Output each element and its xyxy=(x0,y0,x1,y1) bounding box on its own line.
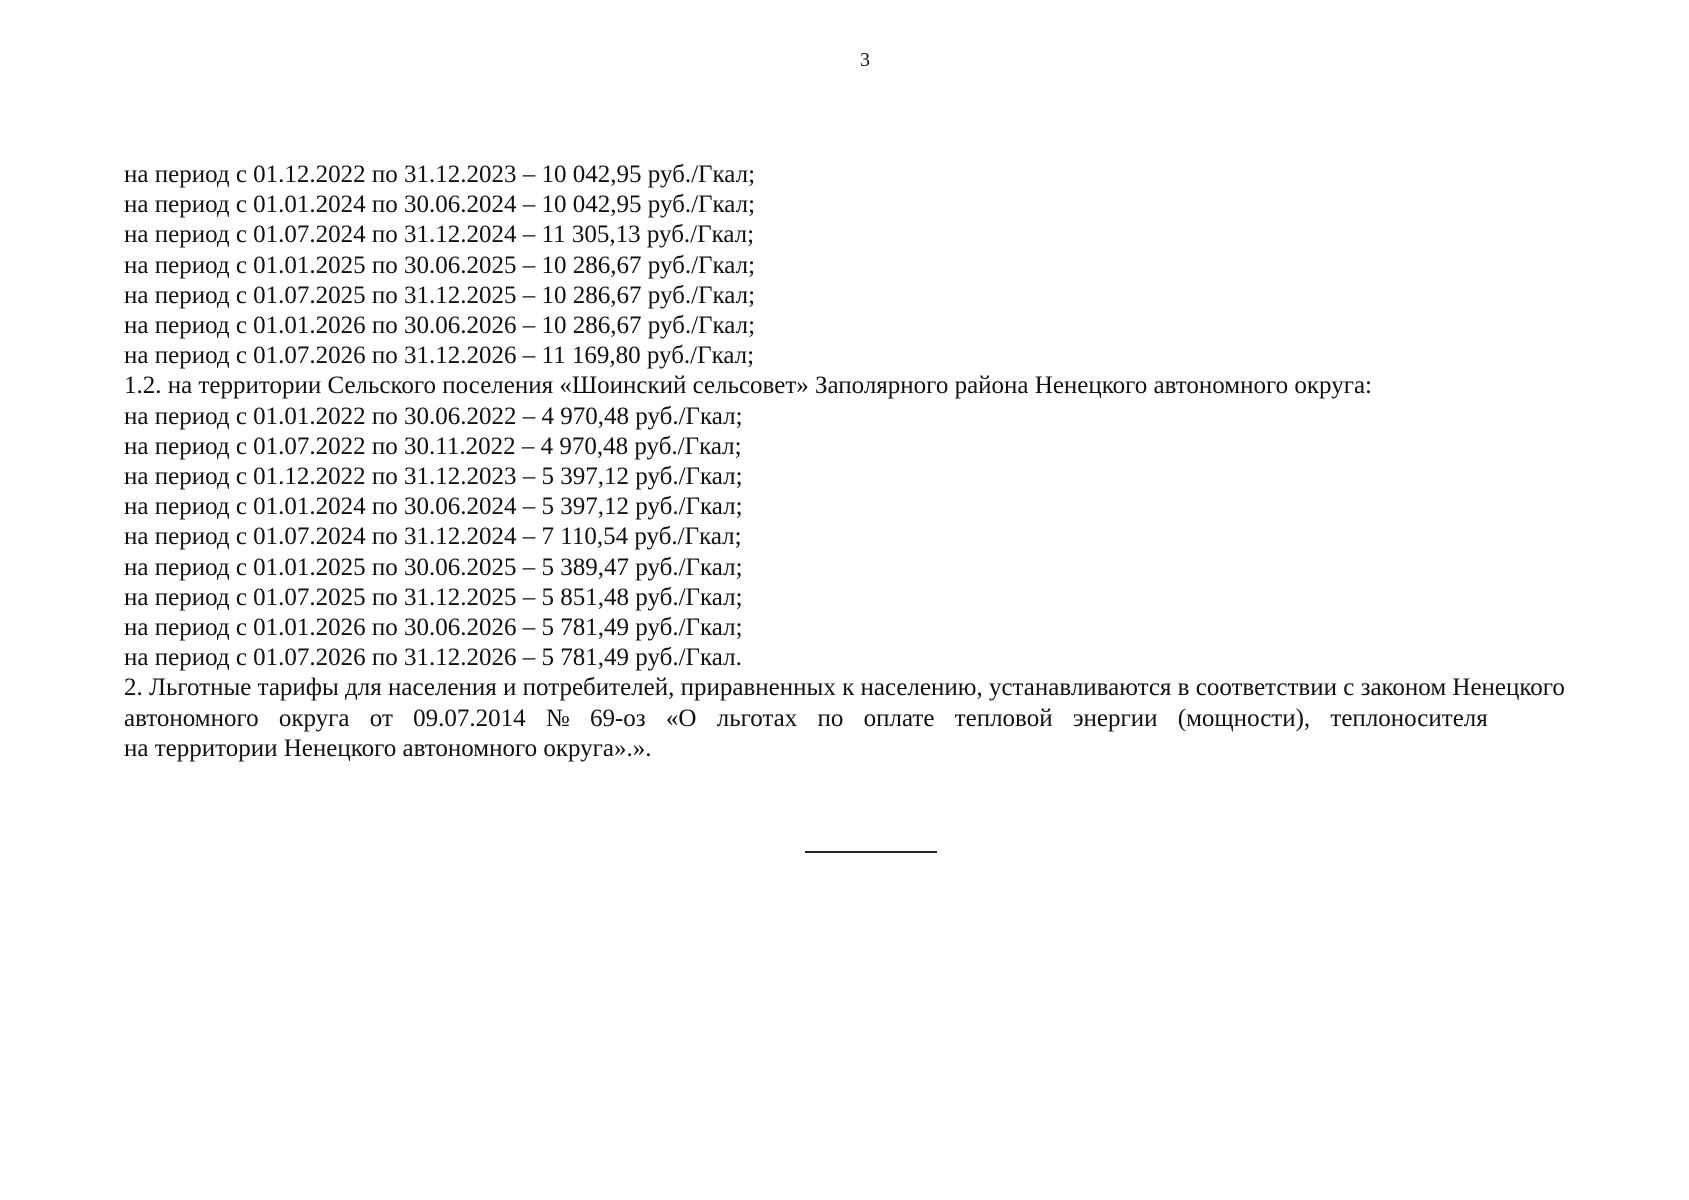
tariff-line: на период с 01.07.2024 по 31.12.2024 – 11 305,13 руб./Гкал; xyxy=(124,221,755,249)
tariff-line: на период с 01.01.2026 по 30.06.2026 – 10 286,67 руб./Гкал; xyxy=(124,312,756,340)
tariff-line: на период с 01.07.2026 по 31.12.2026 – 5 781,49 руб./Гкал. xyxy=(124,644,742,672)
section-2-line-1: 2. Льготные тарифы для населения и потребителей, приравненных к населению, устанавливаются в соответствии с законом Ненецкого xyxy=(124,674,1565,702)
tariff-line: на период с 01.07.2022 по 30.11.2022 – 4 970,48 руб./Гкал; xyxy=(124,432,742,460)
tariff-line: на период с 01.07.2024 по 31.12.2024 – 7 110,54 руб./Гкал; xyxy=(124,523,742,551)
page-number: 3 xyxy=(860,49,870,71)
tariff-line: на период с 01.07.2025 по 31.12.2025 – 10 286,67 руб./Гкал; xyxy=(124,281,756,309)
section-2-line-3: на территории Ненецкого автономного округа».». xyxy=(124,734,652,762)
closing-divider xyxy=(805,851,937,853)
tariff-line: на период с 01.01.2025 по 30.06.2025 – 5 389,47 руб./Гкал; xyxy=(124,553,743,581)
section-2-line-2: автономного округа от 09.07.2014 № 69-оз «О льготах по оплате тепловой энергии (мощности), теплоносителя xyxy=(124,704,1488,732)
tariff-line: на период с 01.07.2025 по 31.12.2025 – 5 851,48 руб./Гкал; xyxy=(124,583,743,611)
section-1-2-heading: 1.2. на территории Сельского поселения «Шоинский сельсовет» Заполярного района Ненецкого автономного округа: xyxy=(124,372,1372,400)
document-body xyxy=(124,160,1624,764)
tariff-line: на период с 01.01.2024 по 30.06.2024 – 10 042,95 руб./Гкал; xyxy=(124,191,756,219)
tariff-line: на период с 01.01.2024 по 30.06.2024 – 5 397,12 руб./Гкал; xyxy=(124,493,743,521)
tariff-line: на период с 01.12.2022 по 31.12.2023 – 5 397,12 руб./Гкал; xyxy=(124,463,743,491)
tariff-line: на период с 01.07.2026 по 31.12.2026 – 11 169,80 руб./Гкал; xyxy=(124,342,755,370)
tariff-line: на период с 01.01.2026 по 30.06.2026 – 5 781,49 руб./Гкал; xyxy=(124,614,743,642)
tariff-line: на период с 01.01.2025 по 30.06.2025 – 10 286,67 руб./Гкал; xyxy=(124,251,756,279)
tariff-line: на период с 01.12.2022 по 31.12.2023 – 10 042,95 руб./Гкал; xyxy=(124,161,756,188)
tariff-line: на период с 01.01.2022 по 30.06.2022 – 4 970,48 руб./Гкал; xyxy=(124,402,743,430)
